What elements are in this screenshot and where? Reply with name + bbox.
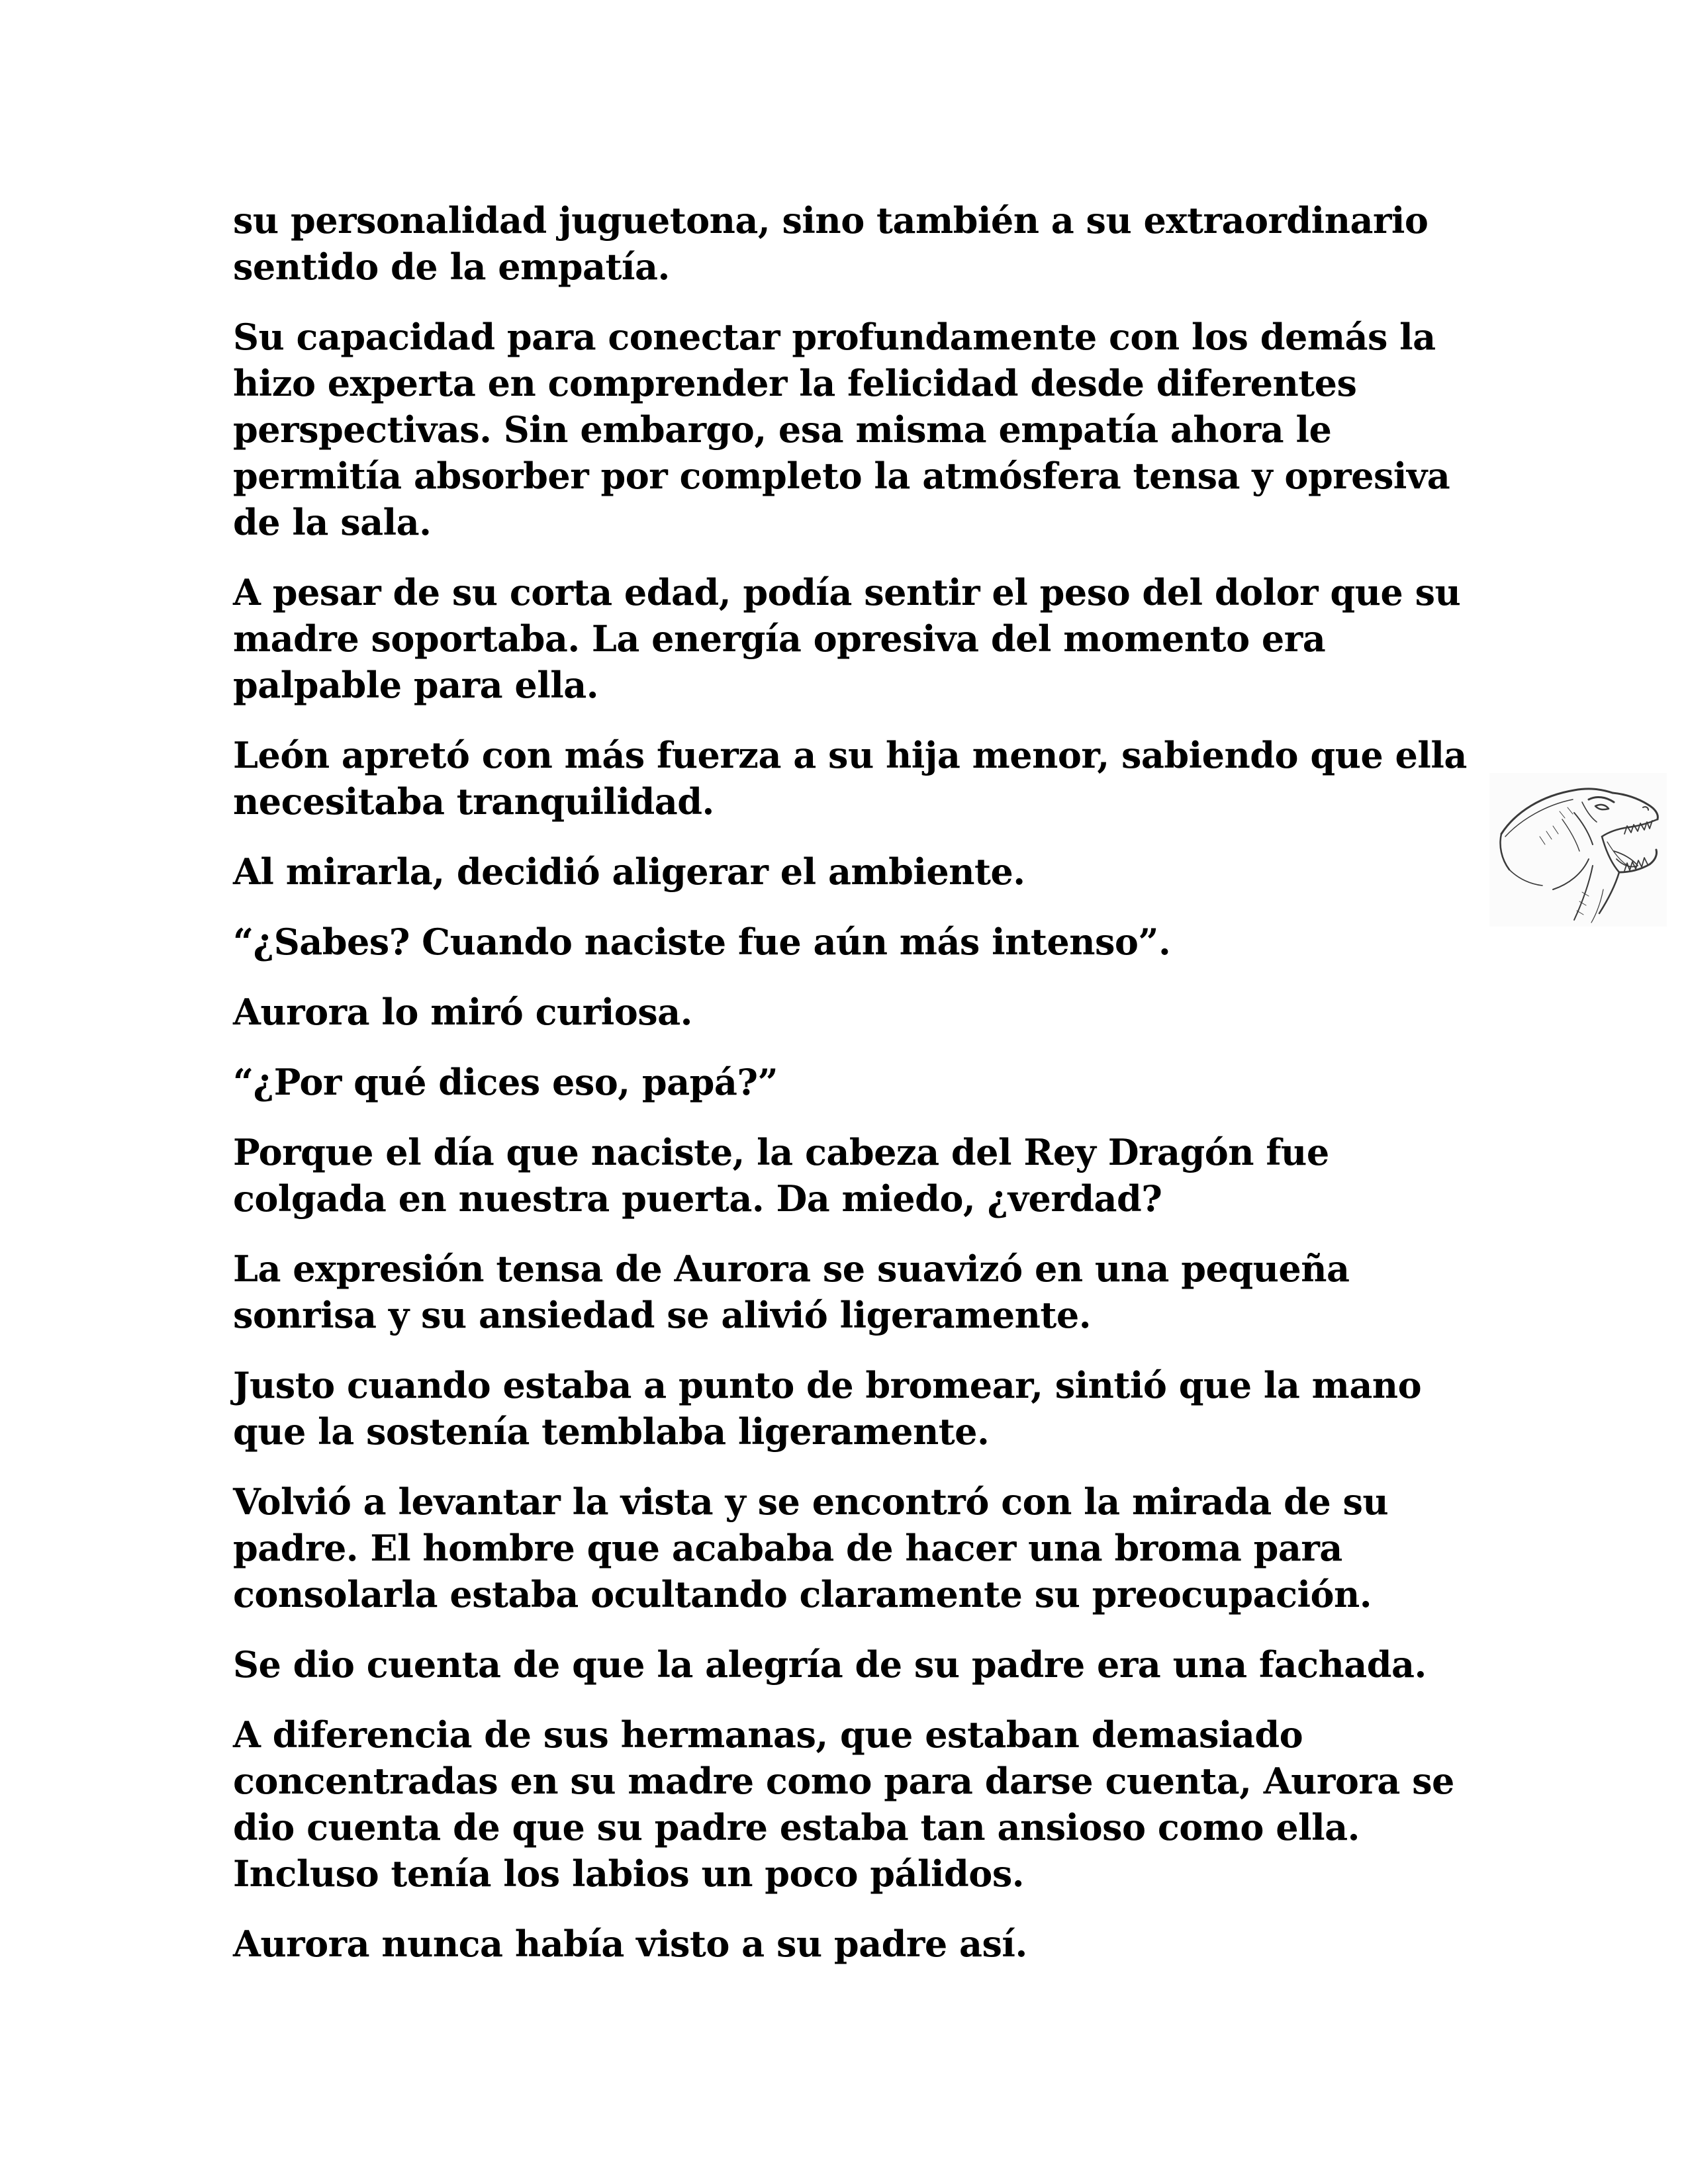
text-line: sonrisa y su ansiedad se alivió ligeramente. — [233, 1294, 1092, 1336]
text-line: Se dio cuenta de que la alegría de su padre era una fachada. — [233, 1643, 1427, 1686]
paragraph — [233, 1921, 1451, 1967]
text-line: hizo experta en comprender la felicidad desde diferentes — [233, 362, 1357, 404]
text-line: Porque el día que naciste, la cabeza del Rey Dragón fue — [233, 1131, 1329, 1173]
text-line: necesitaba tranquilidad. — [233, 780, 714, 823]
paragraph — [233, 1246, 1451, 1338]
text-line: madre soportaba. La energía opresiva del momento era — [233, 617, 1326, 660]
paragraph — [233, 732, 1467, 825]
text-line: A pesar de su corta edad, podía sentir el peso del dolor que su — [233, 571, 1461, 614]
text-line: “¿Por qué dices eso, papá?” — [233, 1061, 778, 1103]
text-line: Al mirarla, decidió aligerar el ambiente. — [233, 850, 1025, 893]
text-line: Aurora lo miró curiosa. — [233, 991, 692, 1033]
text-line: sentido de la empatía. — [233, 246, 670, 288]
paragraph — [233, 1711, 1454, 1897]
story-text-column — [233, 197, 1467, 1991]
text-line: Incluso tenía los labios un poco pálidos. — [233, 1852, 1025, 1895]
text-line: Volvió a levantar la vista y se encontró con la mirada de su — [233, 1480, 1389, 1523]
text-line: permitía absorber por completo la atmósfera tensa y opresiva — [233, 455, 1450, 497]
text-line: “¿Sabes? Cuando naciste fue aún más intenso”. — [233, 921, 1171, 963]
text-line: consolarla estaba ocultando claramente su preocupación. — [233, 1573, 1372, 1615]
text-line: padre. El hombre que acababa de hacer una broma para — [233, 1527, 1342, 1569]
text-line: Su capacidad para conectar profundamente con los demás la — [233, 316, 1436, 358]
paragraph — [233, 1362, 1451, 1455]
text-line: La expresión tensa de Aurora se suavizó en una pequeña — [233, 1248, 1350, 1290]
paragraph — [233, 197, 1451, 290]
text-line: de la sala. — [233, 501, 432, 543]
text-line: A diferencia de sus hermanas, que estaban demasiado — [233, 1713, 1303, 1756]
text-line: Aurora nunca había visto a su padre así. — [233, 1923, 1027, 1965]
paragraph — [233, 1641, 1451, 1688]
paragraph — [233, 1059, 1451, 1105]
text-line: Justo cuando estaba a punto de bromear, sintió que la mano — [233, 1364, 1422, 1406]
paragraph — [233, 848, 1451, 895]
paragraph — [233, 919, 1451, 965]
text-line: León apretó con más fuerza a su hija menor, sabiendo que ella — [233, 734, 1467, 776]
text-line: que la sostenía temblaba ligeramente. — [233, 1410, 990, 1453]
text-line: concentradas en su madre como para darse cuenta, Aurora se — [233, 1760, 1454, 1802]
dragon-head-sketch-icon — [1489, 773, 1667, 927]
text-line: perspectivas. Sin embargo, esa misma empatía ahora le — [233, 408, 1332, 451]
text-line: dio cuenta de que su padre estaba tan ansioso como ella. — [233, 1806, 1360, 1848]
text-line: colgada en nuestra puerta. Da miedo, ¿verdad? — [233, 1177, 1162, 1220]
paragraph — [233, 989, 1451, 1035]
paragraph — [233, 314, 1451, 545]
text-line: su personalidad juguetona, sino también a su extraordinario — [233, 199, 1429, 242]
text-line: palpable para ella. — [233, 664, 599, 706]
paragraph — [233, 1129, 1451, 1222]
paragraph — [233, 1479, 1451, 1617]
paragraph — [233, 569, 1461, 708]
